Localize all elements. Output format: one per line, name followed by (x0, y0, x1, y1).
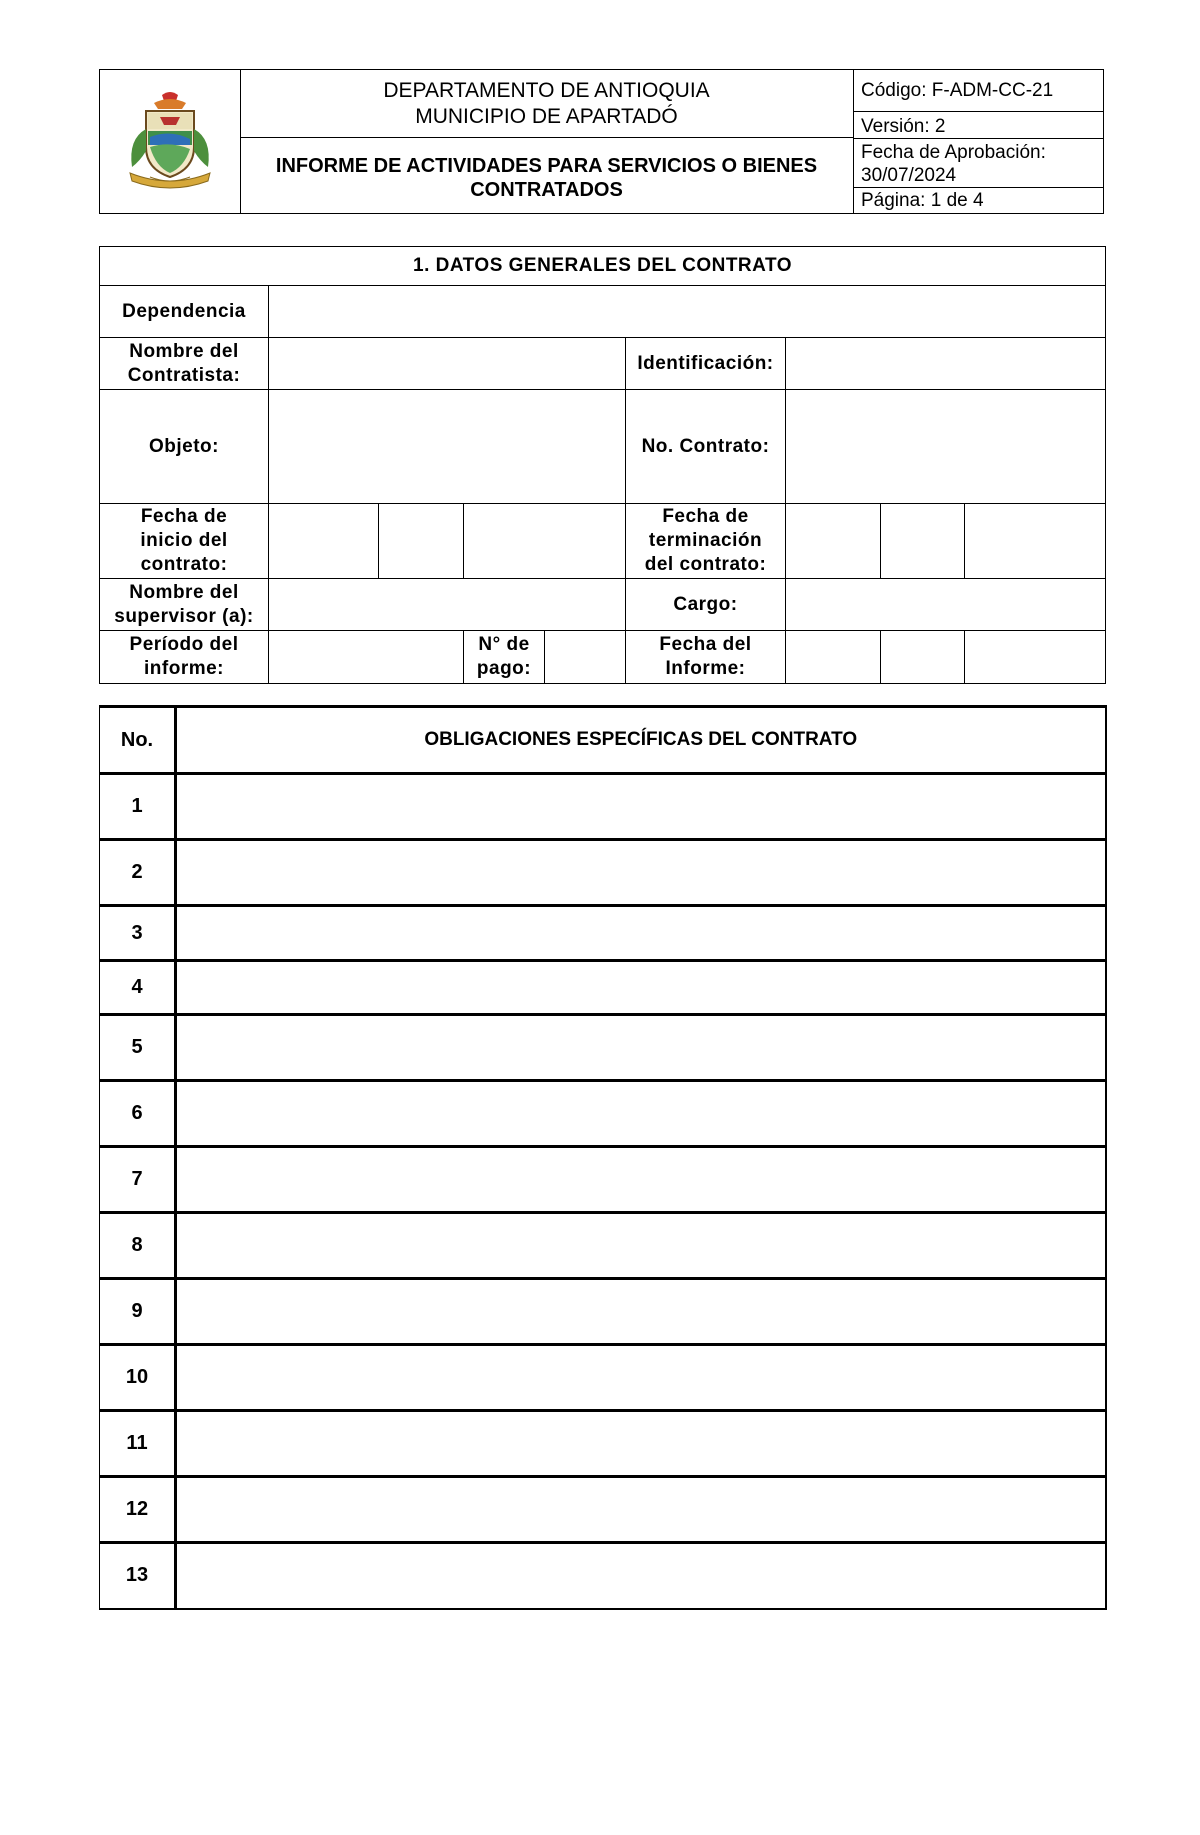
obligation-row-field[interactable] (176, 1543, 1106, 1609)
general-data-table (99, 246, 1106, 684)
logo-cell (100, 70, 241, 213)
report-date-year[interactable] (965, 631, 1106, 684)
organization-names (240, 70, 853, 138)
coat-of-arms-logo (120, 89, 220, 195)
identificacion-label: Identificación: (626, 338, 786, 390)
obligations-no-header: No. (100, 707, 176, 774)
end-date-year[interactable] (965, 504, 1106, 579)
obligation-row-number: 9 (100, 1279, 176, 1345)
obligation-row-number: 10 (100, 1345, 176, 1411)
payment-number-field[interactable] (545, 631, 625, 683)
approval-date-label: Fecha de Aprobación: (861, 142, 1046, 163)
obligation-row-field[interactable] (176, 906, 1106, 961)
page-number: Página: 1 de 4 (861, 190, 984, 211)
report-date-label-line1: Fecha del (659, 634, 752, 655)
obligation-row-number: 6 (100, 1081, 176, 1147)
cargo-field[interactable] (786, 579, 1106, 631)
obligation-row-number: 3 (100, 906, 176, 961)
start-date-label (100, 504, 269, 579)
no-contrato-label: No. Contrato: (626, 390, 786, 504)
obligation-row-field[interactable] (176, 1213, 1106, 1279)
start-date-year[interactable] (464, 504, 626, 579)
obligation-row-number: 4 (100, 961, 176, 1015)
obligation-row-field[interactable] (176, 774, 1106, 840)
document-code: Código: F-ADM-CC-21 (853, 70, 1103, 112)
identificacion-field[interactable] (786, 338, 1106, 390)
start-date-month[interactable] (379, 504, 464, 579)
obligation-row-number: 8 (100, 1213, 176, 1279)
obligations-description-header: OBLIGACIONES ESPECÍFICAS DEL CONTRATO (176, 707, 1106, 774)
approval-date-value: 30/07/2024 (861, 165, 957, 186)
start-date-label-line1: Fecha de (140, 506, 228, 527)
payment-number-label-line1: N° de (478, 634, 530, 655)
end-date-month[interactable] (881, 504, 965, 579)
approval-date-cell (853, 139, 1103, 188)
obligation-row-number: 7 (100, 1147, 176, 1213)
document-header (99, 69, 1104, 214)
document-version: Versión: 2 (853, 112, 1103, 139)
supervisor-label-line2: supervisor (a): (114, 605, 254, 627)
obligation-row-field[interactable] (176, 1411, 1106, 1477)
contractor-name-label (100, 338, 269, 390)
cargo-label: Cargo: (626, 579, 786, 631)
obligation-row-field[interactable] (176, 1015, 1106, 1081)
obligation-row-field[interactable] (176, 961, 1106, 1015)
contractor-name-label-line1: Nombre del (129, 340, 239, 362)
obligation-row-number: 2 (100, 840, 176, 906)
objeto-label: Objeto: (100, 390, 269, 504)
report-date-label (626, 631, 786, 684)
obligation-row-field[interactable] (176, 1081, 1106, 1147)
payment-number-label (464, 631, 545, 683)
contractor-name-label-line2: Contratista: (127, 364, 241, 386)
payment-number-cell (464, 631, 626, 684)
obligations-table (99, 705, 1107, 1610)
report-date-day[interactable] (786, 631, 881, 684)
start-date-label-line2: inicio del (140, 530, 228, 551)
municipality-name: MUNICIPIO DE APARTADÓ (415, 105, 678, 128)
department-name: DEPARTAMENTO DE ANTIOQUIA (383, 79, 710, 102)
start-date-label-line3: contrato: (140, 554, 228, 575)
dependencia-field[interactable] (269, 286, 1106, 338)
contractor-name-field[interactable] (269, 338, 626, 390)
no-contrato-field[interactable] (786, 390, 1106, 504)
header-metadata (853, 70, 1103, 213)
report-period-label (100, 631, 269, 684)
obligation-row-field[interactable] (176, 840, 1106, 906)
document-title: INFORME DE ACTIVIDADES PARA SERVICIOS O BIENES CONTRATADOS (275, 155, 818, 201)
end-date-label-line2: terminación (648, 530, 763, 551)
supervisor-label-line1: Nombre del (129, 581, 239, 603)
obligation-row-number: 1 (100, 774, 176, 840)
report-period-label-line1: Período del (129, 634, 239, 655)
dependencia-label: Dependencia (100, 286, 269, 338)
payment-number-label-line2: pago: (476, 658, 532, 679)
end-date-label-line3: del contrato: (644, 554, 767, 575)
report-date-month[interactable] (881, 631, 965, 684)
obligation-row-number: 12 (100, 1477, 176, 1543)
report-date-label-line2: Informe: (665, 658, 746, 679)
end-date-label-line1: Fecha de (662, 506, 749, 527)
obligation-row-number: 13 (100, 1543, 176, 1609)
start-date-day[interactable] (269, 504, 379, 579)
obligation-row-field[interactable] (176, 1279, 1106, 1345)
report-period-label-line2: informe: (144, 658, 224, 679)
end-date-label (626, 504, 786, 579)
header-center (240, 70, 854, 213)
supervisor-label (100, 579, 269, 631)
section-title: 1. DATOS GENERALES DEL CONTRATO (100, 247, 1106, 286)
obligation-row-field[interactable] (176, 1345, 1106, 1411)
supervisor-field[interactable] (269, 579, 626, 631)
obligation-row-number: 11 (100, 1411, 176, 1477)
objeto-field[interactable] (269, 390, 626, 504)
report-period-field[interactable] (269, 631, 464, 684)
obligation-row-field[interactable] (176, 1147, 1106, 1213)
end-date-day[interactable] (786, 504, 881, 579)
obligation-row-number: 5 (100, 1015, 176, 1081)
obligation-row-field[interactable] (176, 1477, 1106, 1543)
